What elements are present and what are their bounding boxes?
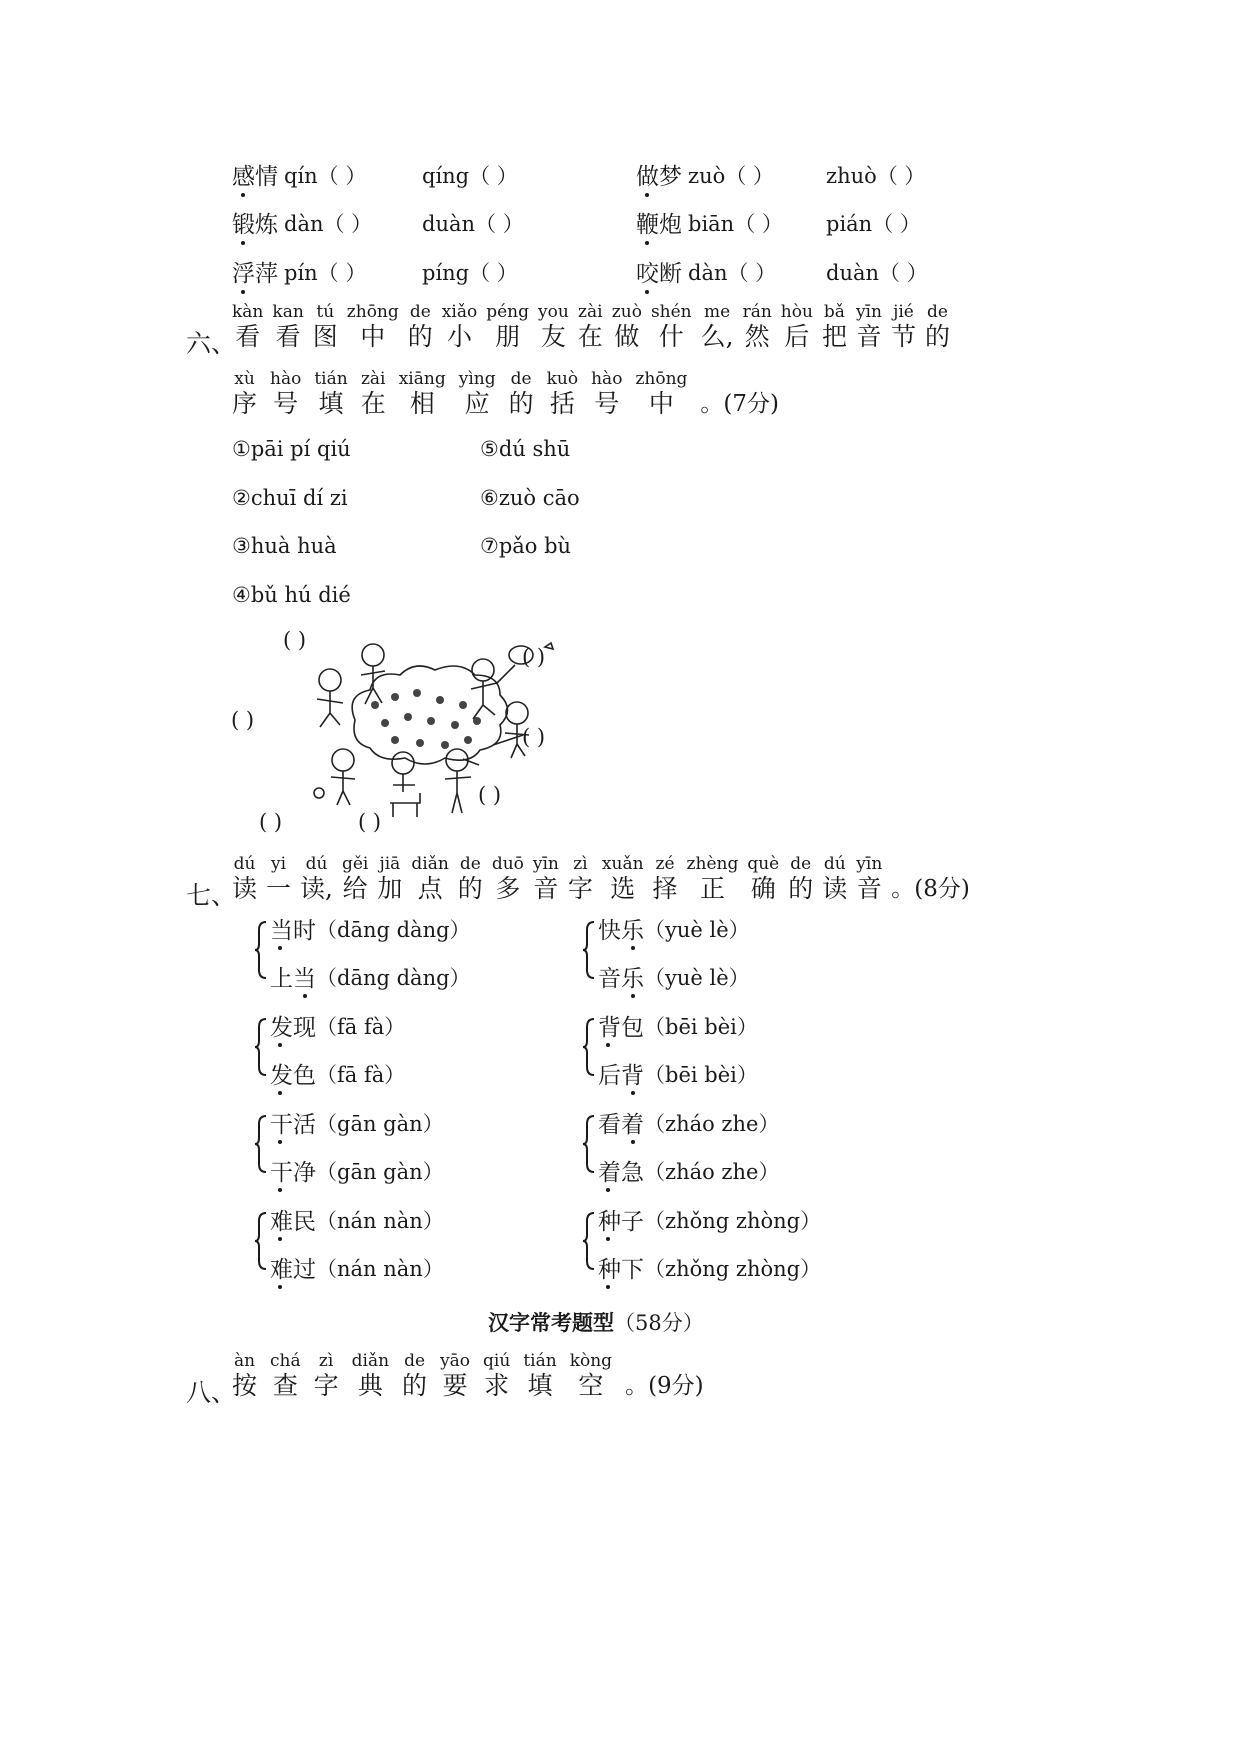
- q6-option: ④bǔ hú dié: [232, 583, 351, 607]
- hanzi: 查: [272, 1371, 298, 1400]
- emphasis-dot: [241, 241, 245, 245]
- group-options-1: （bēi bèi）: [644, 1015, 758, 1039]
- pinyin-char: [653, 854, 678, 904]
- pinyin-char: [377, 854, 402, 904]
- hanzi: 节: [890, 322, 916, 351]
- emphasis-dot: [645, 290, 649, 294]
- pinyin-char: [459, 369, 496, 419]
- pinyin-char: [651, 302, 692, 352]
- pair-reading-a: qín（ ）: [284, 164, 367, 188]
- pinyin: zài: [360, 369, 386, 389]
- illustration-svg: [225, 625, 605, 840]
- children-playing-illustration: [225, 625, 605, 840]
- pinyin-char: [687, 854, 739, 904]
- answer-blank: ( ): [522, 725, 546, 749]
- pinyin: kuò: [546, 369, 579, 389]
- group-options-2: （zhǒng zhòng）: [644, 1257, 822, 1281]
- group-options-2: （gān gàn）: [316, 1160, 444, 1184]
- pinyin: you: [537, 302, 569, 322]
- pinyin-char: [492, 854, 524, 904]
- pair-reading-a: pín（ ）: [284, 261, 367, 285]
- brace-icon: [582, 1017, 596, 1077]
- pinyin-char: [523, 1351, 556, 1401]
- pinyin: zhèng: [686, 854, 739, 874]
- hanzi: 的: [402, 1371, 428, 1400]
- pair-reading-b: píng（ ）: [422, 261, 518, 285]
- q7-number: 七、: [186, 881, 237, 910]
- pinyin: àn: [233, 1351, 256, 1371]
- answer-blank: ( ): [231, 708, 255, 732]
- pair-reading-a: zuò（ ）: [688, 164, 774, 188]
- instruction-tail: [700, 369, 779, 419]
- pinyin: shén: [650, 302, 692, 322]
- pinyin: gěi: [341, 854, 369, 874]
- hanzi: 给: [342, 874, 368, 903]
- pinyin: yìng: [458, 369, 496, 389]
- hanzi: 多: [495, 874, 521, 903]
- pinyin-char: [635, 369, 687, 419]
- pinyin-char: [347, 302, 399, 352]
- hanzi: 一: [266, 874, 292, 903]
- emphasis-dot: [303, 994, 307, 998]
- pinyin: kòng: [569, 1351, 613, 1371]
- group-word-1: 发现: [270, 1015, 316, 1041]
- group-word-2: 着急: [598, 1160, 644, 1186]
- emphasis-dot: [278, 1188, 282, 1192]
- pinyin: tián: [523, 1351, 557, 1371]
- hanzi: 友: [540, 322, 566, 351]
- tail-text: 。(9分): [625, 1373, 704, 1399]
- brace-icon: [582, 1211, 596, 1271]
- group-options-1: （zhǒng zhòng）: [644, 1209, 822, 1233]
- pinyin-char: [925, 302, 950, 352]
- hanzi: 小: [446, 322, 472, 351]
- pinyin-char: [361, 369, 386, 419]
- hanzi: 选: [610, 874, 636, 903]
- emphasis-dot: [645, 241, 649, 245]
- pinyin: yīn: [856, 854, 883, 874]
- emphasis-dot: [631, 1091, 635, 1095]
- instruction-tail: [625, 1351, 704, 1401]
- pinyin-char: [547, 369, 579, 419]
- pinyin-char: [458, 854, 483, 904]
- pinyin-char: [314, 1351, 339, 1401]
- hanzi: 图: [312, 322, 338, 351]
- hanzi: 的: [924, 322, 950, 351]
- pinyin: rán: [742, 302, 772, 322]
- pinyin: hào: [591, 369, 623, 389]
- emphasis-dot: [278, 1043, 282, 1047]
- pinyin: de: [927, 302, 948, 322]
- pinyin-char: [781, 302, 813, 352]
- pinyin-char: [399, 369, 446, 419]
- group-word-2: 难过: [270, 1257, 316, 1283]
- pinyin: me: [704, 302, 731, 322]
- hanzi: 求: [484, 1371, 510, 1400]
- brace-icon: [254, 1114, 268, 1174]
- pinyin-char: [612, 302, 642, 352]
- brace-icon: [254, 1211, 268, 1271]
- group-options-2: （zháo zhe）: [644, 1160, 780, 1184]
- hanzi: 空: [578, 1371, 604, 1400]
- tail-text: 。(8分): [891, 876, 970, 902]
- hanzi: 看: [235, 322, 261, 351]
- hanzi: 号: [273, 389, 299, 418]
- group-word-2: 音乐: [598, 966, 644, 992]
- pinyin: dú: [233, 854, 256, 874]
- pinyin-char: [272, 302, 303, 352]
- q8-number: 八、: [186, 1378, 237, 1407]
- pinyin: kan: [272, 302, 304, 322]
- hanzi: 的: [457, 874, 483, 903]
- hanzi: 填: [318, 389, 344, 418]
- pinyin: hào: [270, 369, 302, 389]
- pinyin-char: [568, 854, 593, 904]
- group-word-1: 快乐: [598, 918, 644, 944]
- hanzi: 相: [409, 389, 435, 418]
- pinyin: péng: [486, 302, 529, 322]
- q6-option: ⑤dú shū: [480, 437, 571, 461]
- pinyin-char: [788, 854, 813, 904]
- instruction-tail: [891, 854, 970, 904]
- pinyin-char: [602, 854, 644, 904]
- hanzi: 号: [594, 389, 620, 418]
- hanzi: 中: [360, 322, 386, 351]
- hanzi: 读,: [300, 874, 333, 903]
- group-word-1: 种子: [598, 1209, 644, 1235]
- pinyin: yīn: [532, 854, 559, 874]
- emphasis-dot: [278, 1140, 282, 1144]
- pinyin: duō: [491, 854, 524, 874]
- pinyin-char: [483, 1351, 510, 1401]
- group-word-2: 种下: [598, 1257, 644, 1283]
- pinyin-char: [856, 854, 882, 904]
- pair-reading-a: biān（ ）: [688, 212, 783, 236]
- pinyin: zài: [578, 302, 603, 322]
- hanzi: 在: [577, 322, 603, 351]
- pinyin-char: [352, 1351, 389, 1401]
- group-options-1: （fā fà）: [316, 1015, 406, 1039]
- pair-reading-b: duàn（ ）: [422, 212, 524, 236]
- pinyin-char: [232, 302, 263, 352]
- q6-number: 六、: [186, 329, 237, 358]
- pinyin-char: [578, 302, 603, 352]
- hanzi: 中: [648, 389, 674, 418]
- emphasis-dot: [278, 946, 282, 950]
- pinyin-char: [891, 302, 916, 352]
- section-heading: [488, 1307, 704, 1337]
- hanzi: 括: [549, 389, 575, 418]
- hanzi: 序: [232, 389, 258, 418]
- pinyin-char: [270, 1351, 301, 1401]
- brace-icon: [254, 920, 268, 980]
- answer-blank: ( ): [259, 810, 283, 834]
- hanzi: 什: [658, 322, 684, 351]
- pinyin: zhōng: [635, 369, 688, 389]
- q8-instruction: [232, 1351, 704, 1401]
- hanzi: 加: [377, 874, 403, 903]
- pinyin: xiǎo: [441, 302, 478, 322]
- group-options-2: （yuè lè）: [644, 966, 750, 990]
- q6-instruction-line1: [232, 302, 950, 352]
- pinyin: yi: [271, 854, 287, 874]
- pinyin: yāo: [440, 1351, 471, 1371]
- pinyin-char: [701, 302, 734, 352]
- pinyin: dú: [305, 854, 328, 874]
- pinyin-char: [822, 302, 847, 352]
- q6-instruction-line2: [232, 369, 779, 419]
- pair-reading-b: qíng（ ）: [422, 164, 518, 188]
- group-word-1: 干活: [270, 1112, 316, 1138]
- pinyin: de: [459, 854, 481, 874]
- pinyin: zì: [318, 1351, 334, 1371]
- hanzi: 字: [567, 874, 593, 903]
- hanzi: 读: [822, 874, 848, 903]
- hanzi: 然: [744, 322, 770, 351]
- group-options-1: （yuè lè）: [644, 918, 750, 942]
- pinyin: diǎn: [411, 854, 449, 874]
- pinyin-char: [232, 369, 257, 419]
- emphasis-dot: [631, 1140, 635, 1144]
- pinyin-char: [538, 302, 569, 352]
- pinyin: tú: [316, 302, 335, 322]
- pair-word: 做梦: [636, 164, 682, 190]
- hanzi: 确: [750, 874, 776, 903]
- pinyin-char: [232, 854, 257, 904]
- hanzi: 正: [699, 874, 725, 903]
- pinyin: bǎ: [823, 302, 845, 322]
- emphasis-dot: [606, 1188, 610, 1192]
- hanzi: 典: [357, 1371, 383, 1400]
- pair-word: 鞭炮: [636, 212, 682, 238]
- emphasis-dot: [241, 290, 245, 294]
- answer-blank: ( ): [283, 628, 307, 652]
- pinyin-char: [533, 854, 559, 904]
- emphasis-dot: [645, 193, 649, 197]
- pair-word: 咬断: [636, 261, 682, 287]
- pinyin: kàn: [232, 302, 264, 322]
- answer-blank: ( ): [522, 645, 546, 669]
- pinyin-char: [822, 854, 847, 904]
- group-word-1: 看着: [598, 1112, 644, 1138]
- pinyin: hòu: [780, 302, 813, 322]
- hanzi: 么,: [700, 322, 734, 351]
- group-options-1: （gān gàn）: [316, 1112, 444, 1136]
- pinyin-char: [440, 1351, 470, 1401]
- brace-icon: [254, 1017, 268, 1077]
- answer-blank: ( ): [358, 810, 382, 834]
- pair-reading-b: duàn（ ）: [826, 261, 928, 285]
- section-heading-bold: 汉字常考题型: [488, 1311, 614, 1335]
- pair-reading-b: zhuò（ ）: [826, 164, 926, 188]
- emphasis-dot: [631, 994, 635, 998]
- hanzi: 做: [614, 322, 640, 351]
- group-options-2: （nán nàn）: [316, 1257, 444, 1281]
- tail-text: 。(7分): [700, 391, 780, 417]
- pair-word: 浮萍: [232, 261, 278, 287]
- hanzi: 应: [464, 389, 490, 418]
- pinyin-char: [266, 854, 291, 904]
- pinyin-char: [486, 302, 529, 352]
- pinyin: xù: [234, 369, 255, 389]
- hanzi: 字: [313, 1371, 339, 1400]
- hanzi: 音: [856, 874, 882, 903]
- pinyin: de: [790, 854, 812, 874]
- pinyin: yīn: [855, 302, 882, 322]
- q6-option: ②chuī dí zi: [232, 486, 348, 510]
- hanzi: 填: [527, 1371, 553, 1400]
- emphasis-dot: [606, 1285, 610, 1289]
- pinyin-char: [314, 369, 347, 419]
- hanzi: 看: [275, 322, 301, 351]
- pair-reading-a: dàn（ ）: [688, 261, 777, 285]
- emphasis-dot: [606, 1043, 610, 1047]
- pinyin: xuǎn: [601, 854, 644, 874]
- hanzi: 的: [508, 389, 534, 418]
- group-options-1: （dāng dàng）: [316, 918, 471, 942]
- group-options-2: （bēi bèi）: [644, 1063, 758, 1087]
- pinyin-char: [300, 854, 333, 904]
- pinyin: tián: [314, 369, 348, 389]
- q7-instruction: [232, 854, 970, 904]
- pair-word: 锻炼: [232, 212, 278, 238]
- brace-icon: [582, 1114, 596, 1174]
- hanzi: 择: [652, 874, 678, 903]
- pinyin: qiú: [483, 1351, 511, 1371]
- pinyin-char: [411, 854, 448, 904]
- q6-option: ③huà huà: [232, 534, 337, 558]
- pinyin: xiāng: [398, 369, 446, 389]
- pinyin: què: [747, 854, 780, 874]
- pinyin: de: [510, 369, 532, 389]
- pinyin: zé: [655, 854, 675, 874]
- emphasis-dot: [278, 1091, 282, 1095]
- q6-option: ①pāi pí qiú: [232, 437, 351, 461]
- emphasis-dot: [631, 946, 635, 950]
- hanzi: 音: [533, 874, 559, 903]
- emphasis-dot: [278, 1237, 282, 1241]
- section-heading-score: （58分）: [614, 1311, 704, 1335]
- group-word-2: 干净: [270, 1160, 316, 1186]
- hanzi: 的: [407, 322, 433, 351]
- hanzi: 读: [232, 874, 258, 903]
- pinyin-char: [570, 1351, 612, 1401]
- hanzi: 朋: [495, 322, 521, 351]
- hanzi: 音: [856, 322, 882, 351]
- pinyin: jiā: [379, 854, 401, 874]
- hanzi: 点: [417, 874, 443, 903]
- hanzi: 的: [788, 874, 814, 903]
- group-options-2: （dāng dàng）: [316, 966, 471, 990]
- pinyin-char: [342, 854, 368, 904]
- emphasis-dot: [606, 1237, 610, 1241]
- pair-reading-b: pián（ ）: [826, 212, 921, 236]
- pinyin: zhōng: [346, 302, 399, 322]
- hanzi: 在: [360, 389, 386, 418]
- group-word-1: 当时: [270, 918, 316, 944]
- pinyin: zuò: [611, 302, 642, 322]
- hanzi: 要: [442, 1371, 468, 1400]
- pinyin: chá: [270, 1351, 301, 1371]
- hanzi: 按: [232, 1371, 258, 1400]
- pinyin: diǎn: [351, 1351, 390, 1371]
- group-word-2: 上当: [270, 966, 316, 992]
- pinyin-char: [313, 302, 338, 352]
- q6-option: ⑥zuò cāo: [480, 486, 580, 510]
- q6-option: ⑦pǎo bù: [480, 534, 572, 558]
- pair-word: 感情: [232, 164, 278, 190]
- pinyin-char: [591, 369, 622, 419]
- group-options-2: （fā fà）: [316, 1063, 406, 1087]
- group-word-2: 发色: [270, 1063, 316, 1089]
- pinyin: zì: [573, 854, 588, 874]
- pinyin-char: [408, 302, 433, 352]
- pinyin: jié: [893, 302, 914, 322]
- pinyin-char: [442, 302, 477, 352]
- pinyin-char: [743, 302, 772, 352]
- pinyin-char: [270, 369, 301, 419]
- pinyin: de: [404, 1351, 426, 1371]
- hanzi: 后: [784, 322, 810, 351]
- emphasis-dot: [241, 193, 245, 197]
- hanzi: 把: [821, 322, 847, 351]
- pinyin-char: [747, 854, 779, 904]
- pinyin-char: [856, 302, 882, 352]
- group-word-1: 背包: [598, 1015, 644, 1041]
- answer-blank: ( ): [478, 783, 502, 807]
- brace-icon: [582, 920, 596, 980]
- emphasis-dot: [278, 1285, 282, 1289]
- group-word-1: 难民: [270, 1209, 316, 1235]
- group-word-2: 后背: [598, 1063, 644, 1089]
- pinyin: de: [409, 302, 431, 322]
- pinyin-char: [402, 1351, 427, 1401]
- group-options-1: （zháo zhe）: [644, 1112, 780, 1136]
- pair-reading-a: dàn（ ）: [284, 212, 373, 236]
- pinyin-char: [509, 369, 534, 419]
- group-options-1: （nán nàn）: [316, 1209, 444, 1233]
- pinyin: dú: [823, 854, 846, 874]
- pinyin-char: [232, 1351, 257, 1401]
